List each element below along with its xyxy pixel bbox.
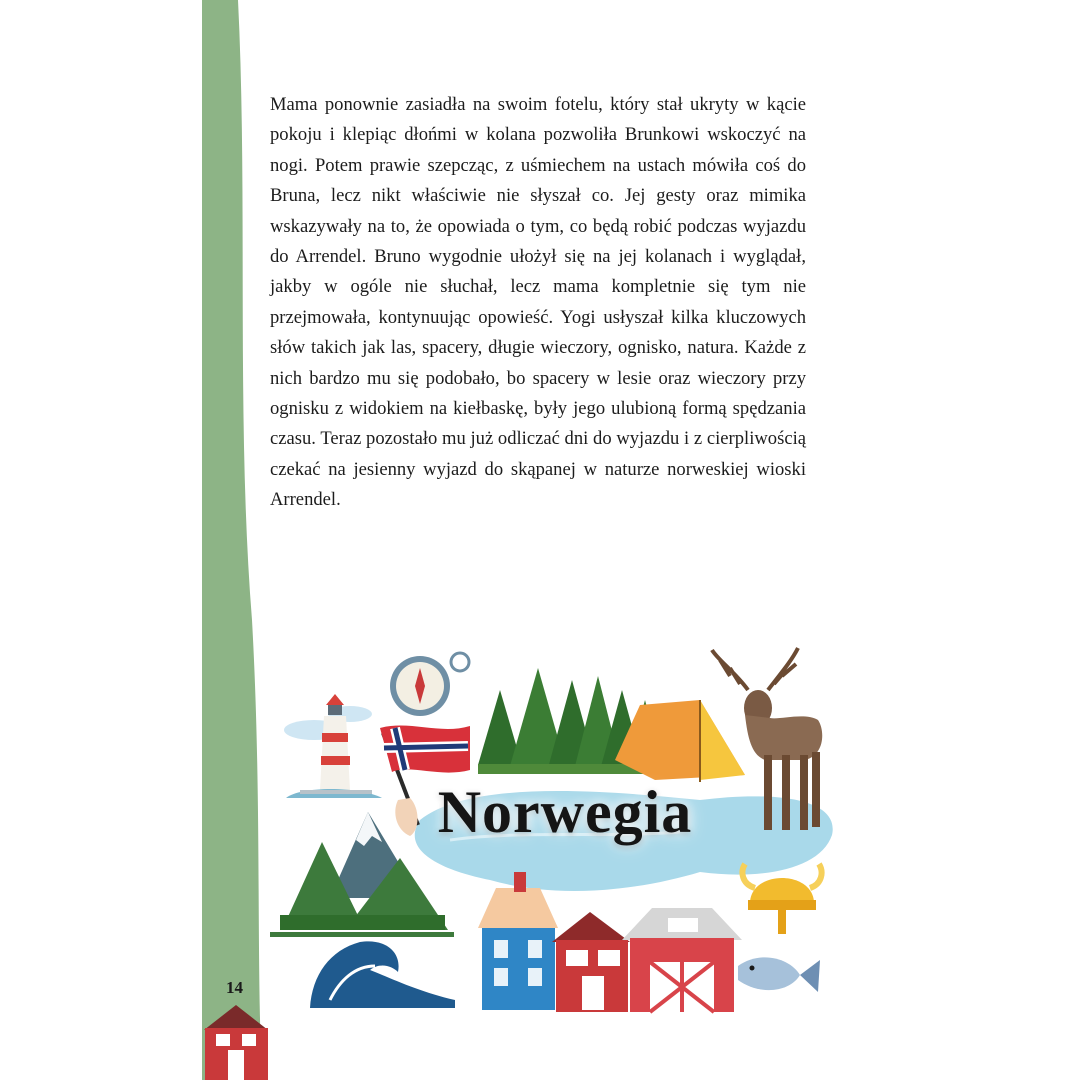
page-number: 14	[226, 978, 243, 997]
illustration-title: Norwegia	[437, 779, 693, 845]
story-paragraph: Mama ponownie zasiadła na swoim fotelu, który stał ukryty w kącie pokoju i klepiąc dłońmi w kolana pozwoliła Brunkowi wskoczyć na nogi. Potem prawie szepcząc, z uśmiechem na ustach mówiła coś do Bruna, lecz nikt właściwie nie słyszał co. Jej gesty oraz mimika wskazywały na to, że opowiada o tym, co będą robić podczas wyjazdu do Arrendel. Bruno wygodnie ułożył się na jej kolanach i wyglądał, jakby w ogóle nie słuchał, lecz mama kompletnie się tym nie przejmowała, kontynuując opowieść. Yogi usłyszał kilka kluczowych słów takich jak las, spacery, długie wieczory, ognisko, natura. Każde z nich bardzo mu się podobało, bo spacery w lesie oraz wieczory przy ognisku z widokiem na kiełbaskę, były jego ulubioną formą spędzania czasu. Teraz pozostało mu już odliczać dni do wyjazdu i z cierpliwością czekać na jesienny wyjazd do skąpanej w naturze norweskiej wioski Arrendel.	[270, 94, 806, 511]
